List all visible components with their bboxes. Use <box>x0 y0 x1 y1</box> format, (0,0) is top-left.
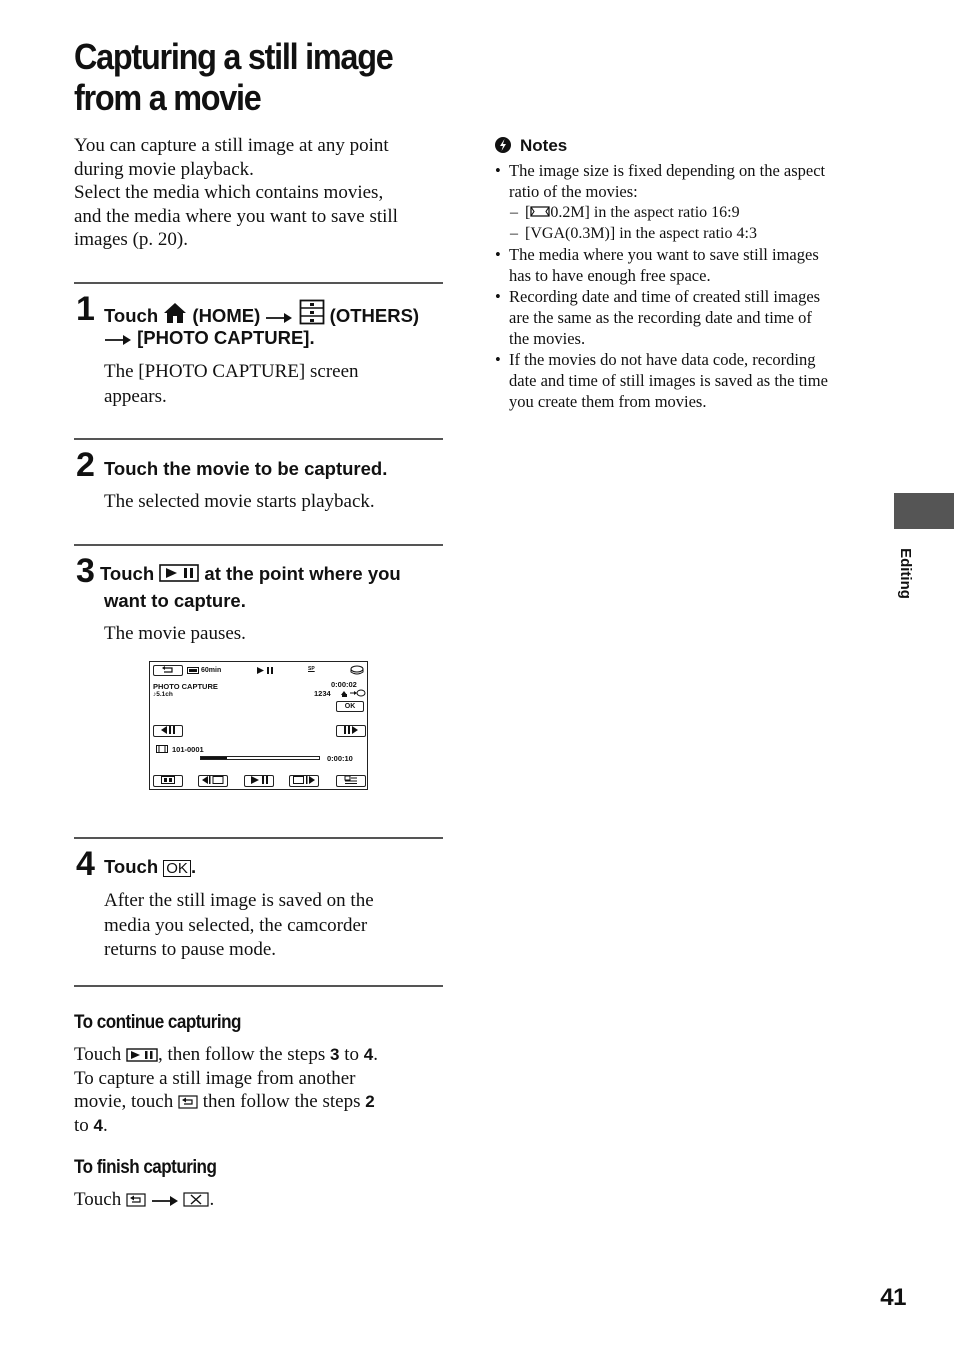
notes-section <box>494 134 874 412</box>
title-line-1: Capturing a still image <box>74 36 393 77</box>
finish-heading: To finish capturing <box>74 1157 217 1178</box>
divider <box>74 837 443 839</box>
note-subitem: – [ 0.2M] in the aspect ratio 16:9 <box>494 202 874 223</box>
hard-disk-icon <box>350 665 364 676</box>
time-code: 0:00:02 <box>331 680 357 689</box>
elapsed-time: 0:00:10 <box>327 754 353 763</box>
step-1-heading: Touch (HOME) (OTHERS) <box>104 299 444 329</box>
battery-remaining: 60min <box>201 667 222 674</box>
screen-mode-label: PHOTO CAPTURE <box>153 682 218 691</box>
return-icon <box>161 666 175 674</box>
next-button[interactable] <box>289 775 319 787</box>
section-tab-marker <box>894 493 954 529</box>
recording-quality: SP <box>308 666 315 672</box>
finish-body: Touch . <box>74 1189 215 1210</box>
note-item: • If the movies do not have data code, recording date and time of still images is saved as the time you create them from movies. <box>494 349 874 412</box>
step-3-number: 3 <box>76 552 95 590</box>
arrow-right-icon <box>265 312 293 324</box>
audio-channels: ♪5.1ch <box>153 691 173 698</box>
intro-line: You can capture a still image at any point <box>74 135 389 156</box>
step-1-body: The [PHOTO CAPTURE] screen appears. <box>104 361 359 407</box>
play-pause-button[interactable] <box>244 775 274 787</box>
step-4-body: After the still image is saved on the media you selected, the camcorder returns to pause mode. <box>104 890 374 960</box>
intro-line: images (p. 20). <box>74 229 188 250</box>
intro-line: during movie playback. <box>74 158 254 180</box>
ok-button-icon: OK <box>163 860 191 877</box>
continue-body: Touch , then follow the steps 3 to 4. To capture a still image from another movie, touch then follow the steps 2 to 4. <box>74 1044 378 1136</box>
wide-aspect-icon <box>530 205 550 218</box>
previous-frame-button[interactable] <box>153 725 183 737</box>
section-tab-label: Editing <box>896 548 914 599</box>
divider <box>74 438 443 440</box>
step-3-heading-line-2: want to capture. <box>104 590 246 611</box>
note-item: • Recording date and time of created still images are the same as the recording date and time of the movies. <box>494 286 874 349</box>
step-4-heading: Touch OK . <box>104 856 197 877</box>
note-subitem: – [VGA(0.3M)] in the aspect ratio 4:3 <box>494 223 874 244</box>
title-line-2: from a movie <box>74 77 261 118</box>
return-icon <box>126 1193 146 1207</box>
note-item: • The media where you want to save still images has to have enough free space. <box>494 244 874 286</box>
intro-paragraph <box>74 134 444 252</box>
intro-line: Select the media which contains movies, <box>74 182 384 203</box>
film-icon <box>156 745 168 753</box>
step-1-number: 1 <box>76 290 95 328</box>
play-pause-icon <box>159 564 199 582</box>
file-number: 101-0001 <box>172 745 204 754</box>
return-icon <box>178 1095 198 1109</box>
playback-progress-bar[interactable] <box>200 756 320 760</box>
photo-capture-screen-illustration <box>149 661 368 790</box>
divider <box>74 282 443 284</box>
caution-icon <box>494 136 512 154</box>
arrow-right-icon <box>151 1195 179 1207</box>
step-4-number: 4 <box>76 845 95 883</box>
step-3-heading: Touch at the point where you <box>100 563 401 584</box>
return-button[interactable] <box>153 665 183 676</box>
page-number: 41 <box>880 1284 906 1311</box>
others-icon <box>299 299 325 325</box>
intro-line: and the media where you want to save still <box>74 205 398 227</box>
save-destination-icon <box>340 689 366 697</box>
photo-count: 1234 <box>314 689 331 698</box>
play-pause-icon <box>249 776 269 784</box>
previous-icon <box>202 776 224 784</box>
battery-icon <box>187 667 200 674</box>
index-button[interactable] <box>153 775 183 787</box>
next-icon <box>293 776 315 784</box>
notes-heading: Notes <box>494 134 874 158</box>
frame-back-icon <box>160 726 176 734</box>
play-pause-icon <box>126 1048 158 1062</box>
step-2-number: 2 <box>76 446 95 484</box>
playback-progress-fill <box>201 757 227 759</box>
index-icon <box>161 776 175 784</box>
play-pause-status-icon <box>256 667 274 674</box>
previous-button[interactable] <box>198 775 228 787</box>
step-1-heading-line-2: [PHOTO CAPTURE]. <box>104 325 315 351</box>
arrow-right-icon <box>104 334 132 346</box>
ok-button[interactable]: OK <box>336 701 364 712</box>
step-2-body: The selected movie starts playback. <box>104 491 375 512</box>
home-icon <box>163 302 187 324</box>
page-title <box>74 36 452 118</box>
divider <box>74 985 443 987</box>
divider <box>74 544 443 546</box>
continue-heading: To continue capturing <box>74 1012 241 1033</box>
note-item: • The image size is fixed depending on the aspect ratio of the movies: <box>494 160 874 202</box>
close-icon <box>183 1192 209 1207</box>
step-3-body: The movie pauses. <box>104 623 246 644</box>
frame-forward-icon <box>343 726 359 734</box>
option-button[interactable] <box>336 775 366 787</box>
step-2-heading: Touch the movie to be captured. <box>104 458 388 479</box>
next-frame-button[interactable] <box>336 725 366 737</box>
option-icon <box>344 776 358 784</box>
